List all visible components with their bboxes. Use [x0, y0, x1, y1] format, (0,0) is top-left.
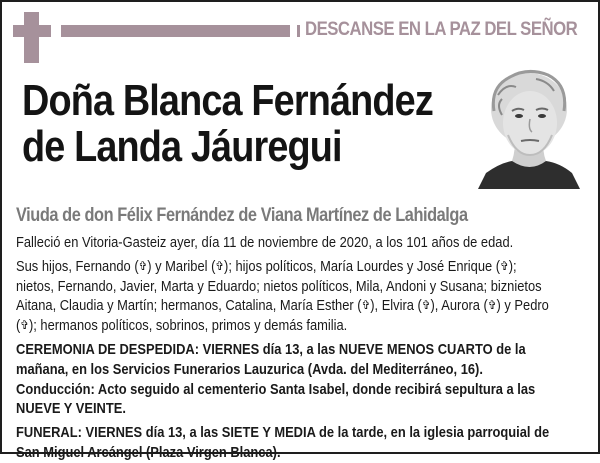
widow-of-subtitle: Viuda de don Félix Fernández de Viana Martínez de Lahidalga — [16, 205, 468, 226]
funeral-paragraph — [16, 423, 584, 463]
cross-small-icon: ✞ — [500, 258, 509, 273]
cross-small-icon: ✞ — [421, 298, 431, 313]
death-notice: Falleció en Vitoria-Gasteiz ayer, día 11 de noviembre de 2020, a los 101 años de edad. — [16, 234, 514, 251]
family-text: ); hijos políticos, María Lourdes y José Enrique ( — [224, 257, 501, 275]
cross-small-icon: ✞ — [20, 318, 29, 333]
family-text: nietos, Fernando, Javier, Marta y Eduardo; nietos políticos, Mila, Andoni y Susana; biznietos — [16, 277, 542, 295]
family-text: Sus hijos, Fernando ( — [16, 257, 139, 275]
funeral-text: FUNERAL: VIERNES día 13, a las SIETE Y MEDIA de la tarde, en la iglesia parroquial de — [16, 424, 550, 442]
header-title: DESCANSE EN LA PAZ DEL SEÑOR — [305, 18, 578, 40]
cross-small-icon: ✞ — [215, 258, 225, 273]
family-text: ) y Pedro — [496, 297, 549, 315]
family-paragraph — [16, 257, 584, 336]
ceremony-paragraph — [16, 340, 584, 419]
conduction-text: NUEVE Y VEINTE. — [16, 400, 126, 418]
obituary-body — [16, 233, 584, 463]
family-text: ( — [16, 317, 21, 335]
ceremony-text: mañana, en los Servicios Funerarios Lauzurica (Avda. del Mediterráneo, 16). — [16, 360, 483, 378]
deceased-portrait — [476, 65, 582, 189]
deceased-name-line1: Doña Blanca Fernández — [22, 76, 433, 125]
family-text: ); hermanos políticos, sobrinos, primos y demás familia. — [28, 317, 348, 335]
header-divider-end — [297, 25, 300, 37]
deceased-name-line2: de Landa Jáuregui — [22, 122, 342, 171]
family-text: ) y Maribel ( — [147, 257, 216, 275]
family-text: ), Aurora ( — [430, 297, 488, 315]
header-divider-bar — [61, 25, 290, 37]
conduction-text: Conducción: Acto seguido al cementerio Santa Isabel, donde recibirá sepultura a las — [16, 380, 536, 398]
ceremony-text: CEREMONIA DE DESPEDIDA: VIERNES día 13, a las NUEVE MENOS CUARTO de la — [16, 340, 526, 358]
deceased-name — [22, 78, 433, 170]
family-text: ); — [508, 257, 517, 275]
family-text: ), Elvira ( — [370, 297, 422, 315]
cross-small-icon: ✞ — [361, 298, 371, 313]
cross-small-icon: ✞ — [487, 298, 497, 313]
family-text: Aitana, Claudia y Martín; hermanos, Catalina, María Esther ( — [16, 297, 362, 315]
portrait-image — [476, 65, 582, 189]
cross-small-icon: ✞ — [138, 258, 148, 273]
funeral-text: San Miguel Arcángel (Plaza Virgen Blanca). — [16, 443, 281, 461]
